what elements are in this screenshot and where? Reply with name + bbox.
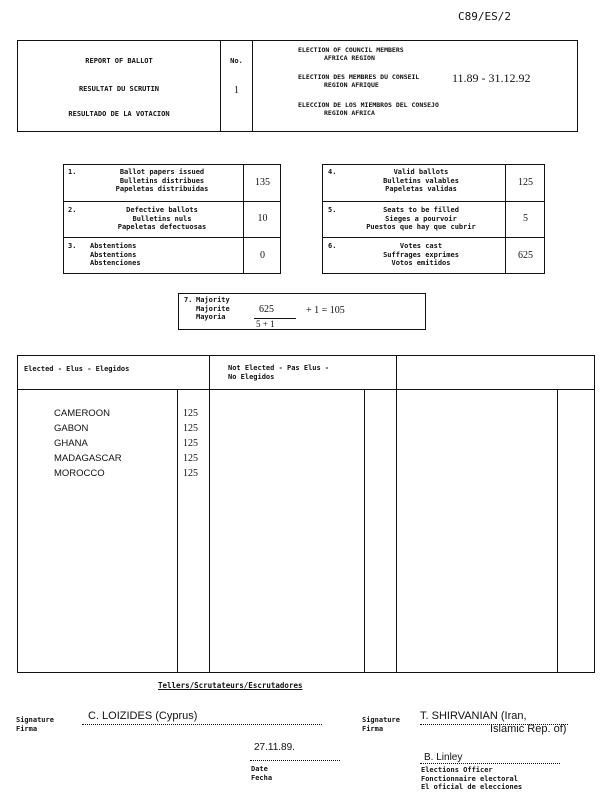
stat-6-value: 625 [518, 250, 533, 261]
stat-3-value: 0 [260, 250, 265, 261]
list-item: CAMEROON [54, 408, 110, 419]
number-value: 1 [234, 85, 239, 96]
not-elected-header: Not Elected - Pas Elus - No Elegidos [228, 364, 330, 381]
stat-2-number: 2. [68, 206, 77, 214]
vote-count: 125 [183, 468, 198, 479]
vote-count: 125 [183, 423, 198, 434]
stat-1-number: 1. [68, 168, 77, 176]
stats-right-row-divider-2 [322, 237, 545, 238]
tellers-title: Tellers/Scrutateurs/Escrutadores [158, 681, 303, 690]
vote-count: 125 [183, 438, 198, 449]
results-col-divider-2 [209, 355, 210, 673]
elected-header: Elected - Elus - Elegidos [24, 365, 130, 373]
list-item: GHANA [54, 438, 88, 449]
elected-list [54, 406, 177, 481]
results-col-divider-5 [557, 389, 558, 673]
teller-2-name-line-1: T. SHIRVANIAN (Iran, [420, 710, 527, 722]
stats-left-row-divider-1 [63, 201, 281, 202]
majority-result: + 1 = 105 [306, 305, 345, 316]
results-col-divider-3 [364, 389, 365, 673]
stat-2-value: 10 [257, 213, 268, 224]
report-title-en: REPORT OF BALLOT [85, 57, 153, 65]
election-title-en: ELECTION OF COUNCIL MEMBERS AFRICA REGION [298, 46, 404, 62]
teller-1-signature-line [82, 724, 322, 725]
list-item: MOROCCO [54, 468, 105, 479]
list-item: GABON [54, 423, 89, 434]
vote-count: 125 [183, 453, 198, 464]
majority-numerator: 625 [259, 304, 274, 315]
elected-votes-list [183, 406, 209, 481]
vote-count: 125 [183, 408, 198, 419]
teller-1-name: C. LOIZIDES (Cyprus) [88, 710, 198, 722]
date-value: 27.11.89. [254, 742, 295, 753]
document-reference: C89/ES/2 [458, 10, 511, 23]
teller-2-name-line-2: Islamic Rep. of) [490, 723, 567, 735]
results-col-divider-1 [177, 389, 178, 673]
stat-4-number: 4. [328, 168, 337, 176]
stat-2-label: Defective ballots Bulletins nuls Papeletas defectuosas [117, 206, 207, 231]
election-title-es: ELECCION DE LOS MIEMBROS DEL CONSEJO REGION AFRICA [298, 101, 439, 117]
stat-3-number: 3. [68, 242, 77, 250]
list-item: MADAGASCAR [54, 453, 122, 464]
officer-title: Elections Officer Fonctionnaire electoral El oficial de elecciones [421, 766, 523, 791]
results-table [17, 355, 595, 673]
stat-6-label: Votes cast Suffrages exprimes Votos emitidos [383, 242, 459, 267]
report-title-es: RESULTADO DE LA VOTACION [68, 110, 170, 118]
officer-line [420, 763, 560, 764]
report-title-fr: RESULTAT DU SCRUTIN [78, 85, 160, 93]
stat-5-label: Seats to be filled Sieges a pourvoir Puestos que hay que cubrir [366, 206, 476, 231]
stat-6-number: 6. [328, 242, 337, 250]
stat-1-label: Ballot papers issued Bulletins distribues Papeletas distribuidas [115, 168, 209, 193]
stat-3-label: Abstentions Abstentions Abstenciones [90, 242, 141, 267]
majority-number: 7. [184, 296, 193, 304]
stats-left-row-divider-2 [63, 237, 281, 238]
stat-5-value: 5 [523, 213, 528, 224]
officer-name: B. Linley [424, 752, 463, 763]
results-col-divider-4 [396, 355, 397, 673]
stat-4-value: 125 [518, 177, 533, 188]
date-label: Date Fecha [251, 765, 273, 782]
term-dates: 11.89 - 31.12.92 [452, 71, 531, 85]
election-title-fr: ELECTION DES MEMBRES DU CONSEIL REGION AFRIQUE [298, 73, 420, 89]
stat-5-number: 5. [328, 206, 337, 214]
number-label: No. [230, 57, 243, 65]
teller-1-signature-label: Signature Firma [16, 716, 54, 733]
date-line [250, 760, 340, 761]
teller-2-signature-label: Signature Firma [362, 716, 400, 733]
header-divider-2 [252, 40, 253, 132]
stats-right-row-divider-1 [322, 201, 545, 202]
results-header-divider [17, 389, 595, 390]
stat-1-value: 135 [255, 177, 270, 188]
majority-denominator: 5 + 1 [256, 319, 275, 329]
stat-4-label: Valid ballots Bulletins valables Papeletas validas [383, 168, 459, 193]
majority-label: Majority Majorite Mayoria [196, 296, 230, 321]
